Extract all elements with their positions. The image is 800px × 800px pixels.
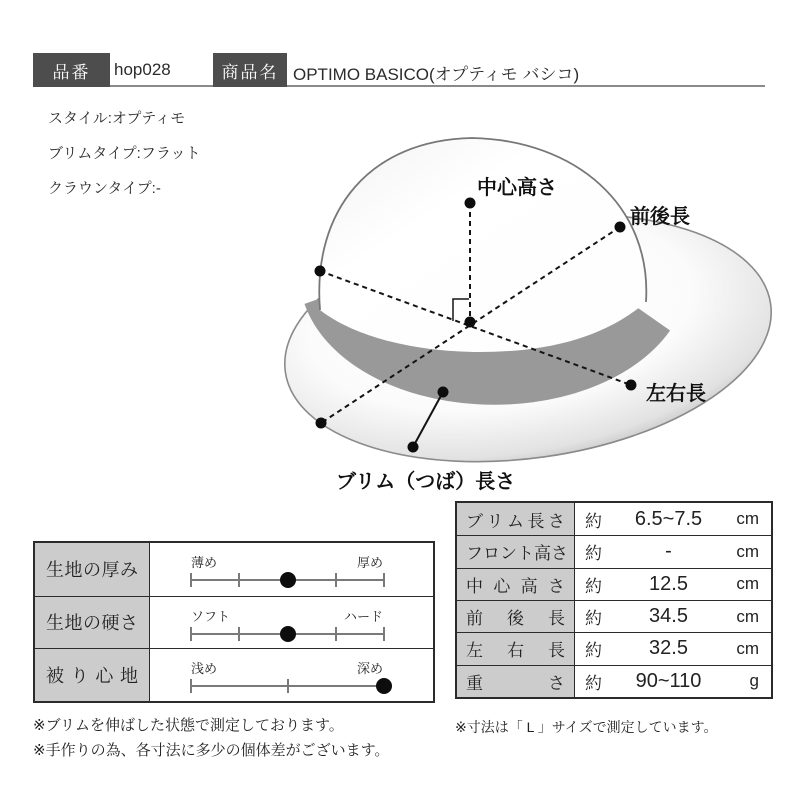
spec-crown-type: クラウンタイプ:- — [48, 180, 161, 197]
approx-prefix: 約 — [585, 511, 602, 531]
slider-track — [191, 633, 384, 635]
rating-row-stiffness — [35, 596, 433, 649]
label-center-height: 中心高さ — [477, 177, 557, 199]
dot-left-right-right — [626, 380, 637, 391]
size-unit: cm — [736, 509, 759, 529]
dot-front-back-near — [316, 418, 327, 429]
size-label: 重 さ — [466, 673, 565, 693]
rating-min-label: 浅め — [191, 661, 218, 677]
rating-min-label: 薄め — [191, 555, 218, 570]
size-unit: cm — [736, 606, 759, 626]
rating-min-label: ソフト — [191, 608, 231, 624]
footnote-brim-measure: ※ブリムを伸ばした状態で測定しております。 — [33, 717, 344, 734]
approx-prefix: 約 — [585, 641, 602, 661]
size-value: - — [665, 540, 672, 563]
size-unit: g — [749, 671, 759, 691]
approx-prefix: 約 — [585, 609, 602, 629]
size-value: 34.5 — [649, 605, 688, 628]
size-label: ブ リ ム 長 さ — [466, 511, 565, 531]
label-front-back: 前後長 — [630, 206, 690, 228]
product-name-tag: 商品名 — [213, 53, 287, 87]
size-row-left-right — [457, 632, 771, 664]
size-label: フ ロ ン ト 高 さ — [466, 544, 568, 564]
header-underline — [33, 85, 765, 87]
rating-label-fit: 被 り 心 地 — [35, 649, 150, 701]
approx-prefix: 約 — [585, 544, 602, 564]
dot-brim-edge — [408, 442, 419, 453]
size-row-brim — [457, 503, 771, 535]
footnote-handmade: ※手作りの為、各寸法に多少の個体差がございます。 — [33, 742, 390, 759]
size-unit: cm — [736, 638, 759, 658]
rating-label-thickness: 生 地 の 厚 み — [35, 543, 150, 596]
size-value: 6.5~7.5 — [634, 507, 703, 530]
fabric-rating-table — [33, 541, 435, 703]
size-row-front-back — [457, 600, 771, 632]
spec-style: スタイル:オプティモ — [48, 110, 186, 127]
rating-label-stiffness: 生 地 の 硬 さ — [35, 597, 150, 649]
dot-left-right-left — [315, 266, 326, 277]
rating-slider-thickness — [150, 543, 433, 596]
dot-center — [465, 317, 476, 328]
rating-slider-stiffness — [150, 597, 433, 649]
size-row-center-height — [457, 568, 771, 600]
dot-brim-inner — [438, 387, 449, 398]
rating-max-label: 深め — [356, 661, 383, 677]
dot-front-back-far — [615, 222, 626, 233]
hat-measurement-diagram — [270, 130, 790, 510]
label-left-right: 左右長 — [646, 383, 706, 405]
spec-brim-type: ブリムタイプ:フラット — [48, 145, 201, 162]
rating-row-thickness — [35, 543, 433, 596]
rating-slider-fit — [150, 649, 433, 701]
product-name-value: OPTIMO BASICO(オプティモ バシコ) — [293, 65, 580, 84]
approx-prefix: 約 — [585, 673, 602, 693]
size-value: 32.5 — [649, 637, 688, 660]
size-spec-table — [455, 501, 773, 699]
rating-max-label: 厚め — [356, 555, 383, 570]
hat-crown — [319, 138, 646, 352]
size-value: 12.5 — [649, 572, 688, 595]
size-unit: cm — [736, 574, 759, 594]
size-value: 90~110 — [635, 669, 702, 692]
item-number-tag: 品番 — [33, 53, 110, 87]
size-unit: cm — [736, 541, 759, 561]
size-label: 左 右 長 — [466, 641, 565, 661]
dot-crown-top — [465, 198, 476, 209]
size-row-weight — [457, 665, 771, 697]
approx-prefix: 約 — [585, 576, 602, 596]
rating-max-label: ハード — [343, 608, 383, 624]
size-label: 中 心 高 さ — [466, 576, 565, 596]
slider-track — [191, 579, 384, 581]
rating-row-fit — [35, 648, 433, 701]
label-brim-length: ブリム（つば）長さ — [336, 471, 516, 493]
footnote-size-l: ※寸法は「 L 」サイズで測定しています。 — [455, 719, 718, 735]
item-number-value: hop028 — [114, 60, 171, 79]
size-label: 前 後 長 — [466, 609, 565, 629]
slider-track — [191, 685, 384, 687]
size-row-front-height — [457, 535, 771, 567]
